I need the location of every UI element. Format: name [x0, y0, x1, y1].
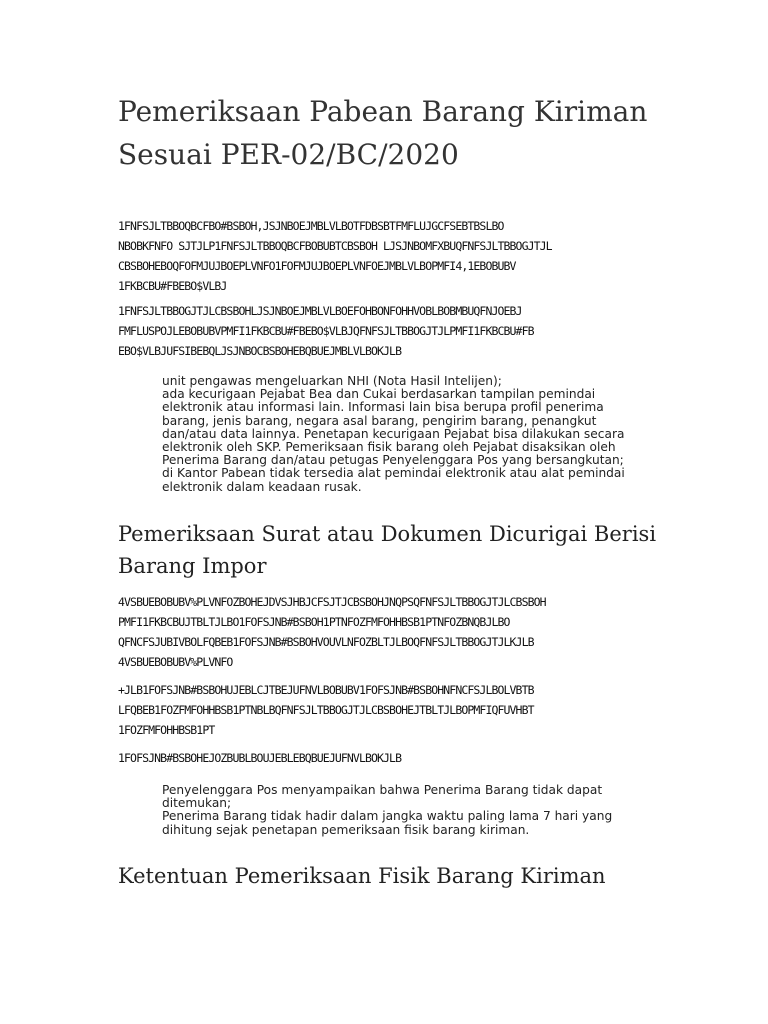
paragraph-1: 1FNFSJLTBBOQBCFBO#BSBOH,JSJNBOEJMBLVLBOTFDBSBTFMFLUJGCFSEBTBSLBO NBOBKFNFO SJTJLP1FNFSJLTBBOQBCFBOBUBTCBSBOH LJSJNBOMFXBUQFNFSJLTBBOGJTJL CBSBOHEBOQFOFMJUJBOEPLVNFO1FOFMJUJBOEPLVNFOEJMBLVLBOPMFI4,1EBOBUBV 1FKBCBU#FBEBO$VLBJ — [118, 219, 552, 293]
criteria-list — [162, 375, 662, 494]
list-item: elektronik dalam keadaan rusak. — [162, 479, 362, 494]
page-title: Pemeriksaan Pabean Barang Kiriman Sesuai PER-02/BC/2020 — [118, 95, 648, 171]
section-heading-surat-dokumen: Pemeriksaan Surat atau Dokumen Dicurigai Berisi Barang Impor — [118, 522, 657, 578]
conditions-list — [162, 784, 662, 837]
list-item: di Kantor Pabean tidak tersedia alat pemindai elektronik atau alat pemindai — [162, 466, 625, 481]
list-item: Penerima Barang tidak hadir dalam jangka waktu paling lama 7 hari yang — [162, 809, 613, 824]
paragraph-2: 1FNFSJLTBBOGJTJLCBSBOHLJSJNBOEJMBLVLBOEFOHBONFOHHVOBLBOBMBUQFNJOEBJ FMFLUSPOJLEBOBUBVPMFI1FKBCBU#FBEBO$VLBJQFNFSJLTBBOGJTJLPMFI1FKBCBU#FB EBO$VLBJUFSIBEBQLJSJNBOCBSBOHEBQBUEJMBLVLBOKJLB — [118, 304, 534, 358]
list-item: elektronik atau informasi lain. Informasi lain bisa berupa profil penerima — [162, 400, 604, 415]
list-item: elektronik oleh SKP. Pemeriksaan fisik barang oleh Pejabat disaksikan oleh — [162, 440, 616, 455]
list-item: Penerima Barang dan/atau petugas Penyelenggara Pos yang bersangkutan; — [162, 453, 624, 468]
paragraph-3: 4VSBUEBOBUBV%PLVNFOZBOHEJDVSJHBJCFSJTJCBSBOHJNQPSQFNFSJLTBBOGJTJLCBSBOH PMFI1FKBCBUJTBLTJLBO1FOFSJNB#BSBOH1PTNFOZFMFOHHBSB1PTNFOZBNQBJLBO QFNCFSJUBIVBOLFQBEB1FOFSJNB#BSBOHVOUVLNFOZBLTJLBOQFNFSJLTBBOGJTJLKJLB 4VSBUEBOBUBV%PLVNFO — [118, 595, 546, 669]
list-item: ditemukan; — [162, 796, 232, 811]
list-item: Penyelenggara Pos menyampaikan bahwa Penerima Barang tidak dapat — [162, 783, 603, 797]
list-item: barang, jenis barang, negara asal barang, pengirim barang, penangkut — [162, 413, 597, 428]
section-heading-ketentuan: Ketentuan Pemeriksaan Fisik Barang Kiriman — [118, 864, 606, 888]
list-item: unit pengawas mengeluarkan NHI (Nota Hasil Intelijen); — [162, 374, 502, 388]
list-item: dihitung sejak penetapan pemeriksaan fisik barang kiriman. — [162, 822, 530, 837]
paragraph-4: +JLB1FOFSJNB#BSBOHUJEBLCJTBEJUFNVLBOBUBV1FOFSJNB#BSBOHNFNCFSJLBOLVBTB LFQBEB1FOZFMFOHHBSB1PTNBLBQFNFSJLTBBOGJTJLCBSBOHEJTBLTJLBOPMFIQFUVHBT 1FOZFMFOHHBSB1PT — [118, 683, 534, 737]
paragraph-5: 1FOFSJNB#BSBOHEJOZBUBLBOUJEBLEBQBUEJUFNVLBOKJLB — [118, 751, 402, 765]
list-item: ada kecurigaan Pejabat Bea dan Cukai berdasarkan tampilan pemindai — [162, 387, 596, 402]
list-item: dan/atau data lainnya. Penetapan kecurigaan Pejabat bisa dilakukan secara — [162, 426, 625, 441]
